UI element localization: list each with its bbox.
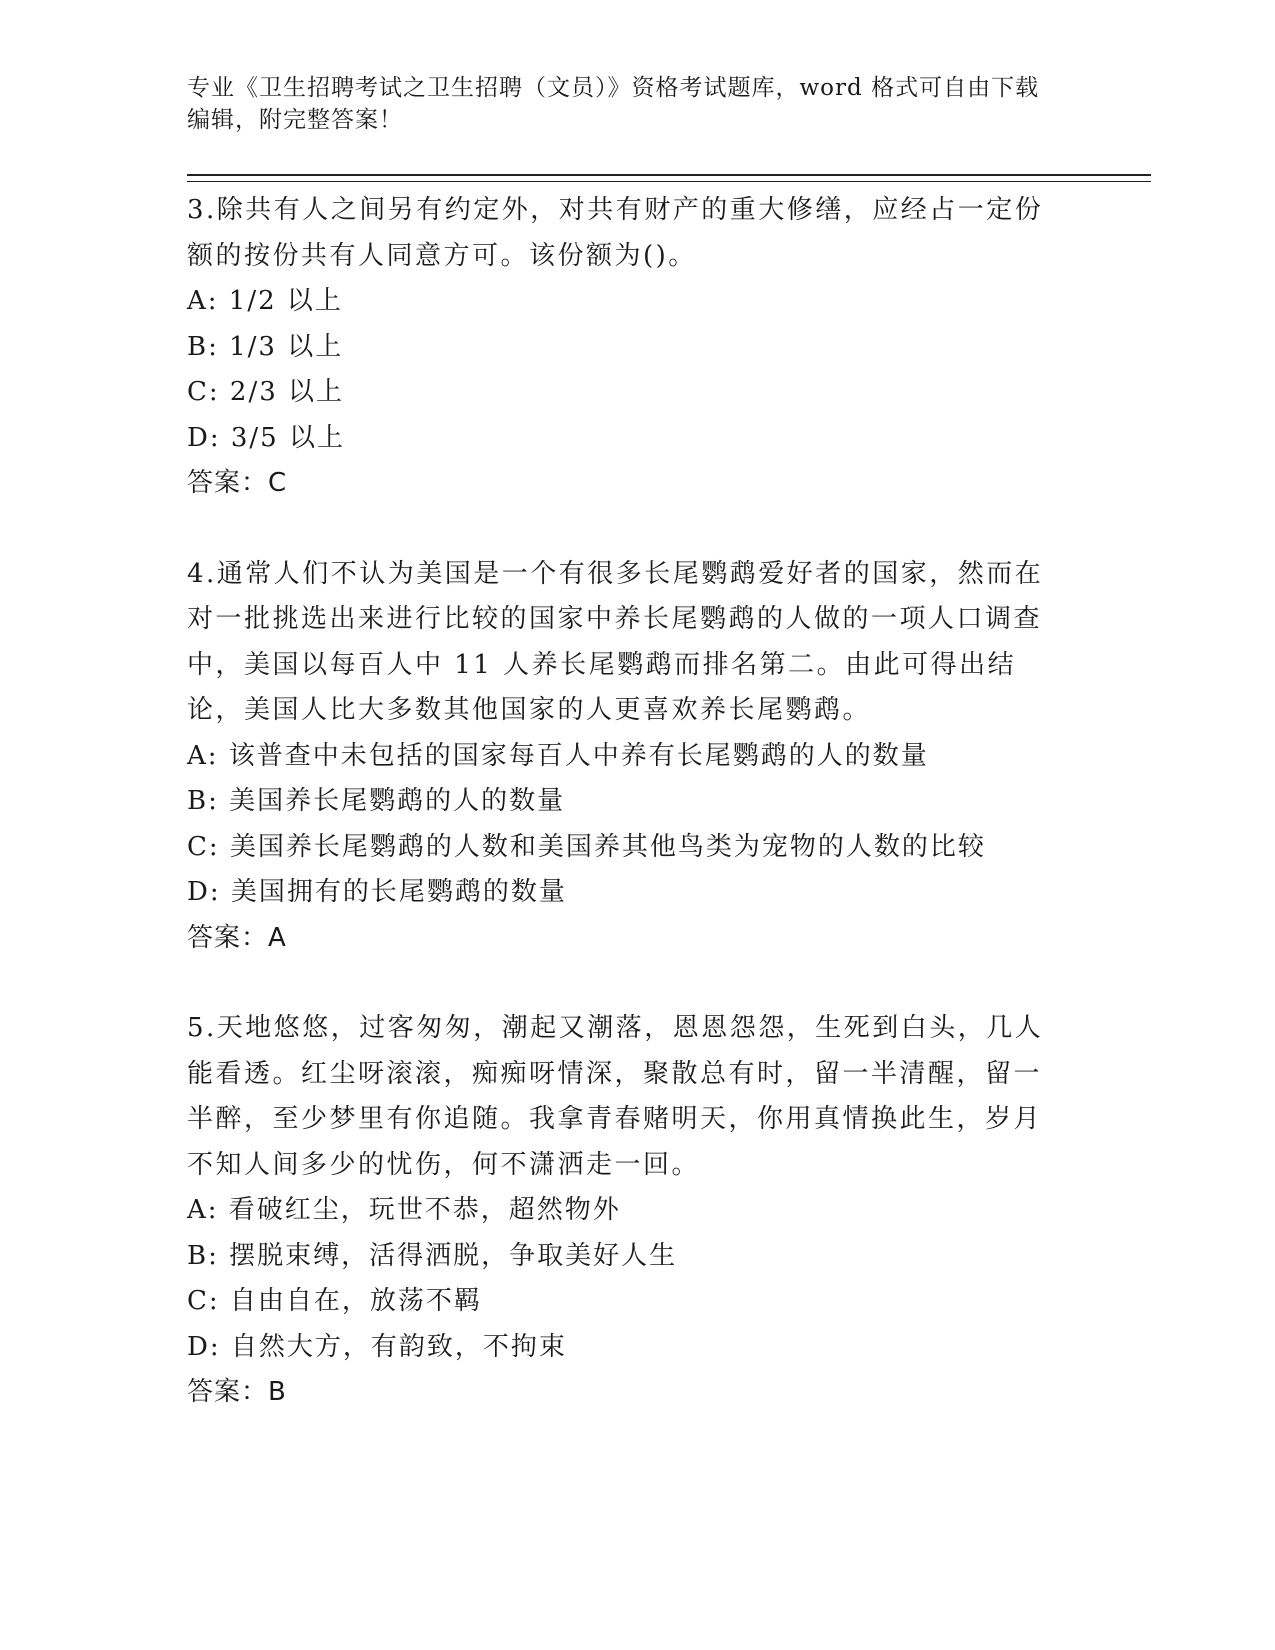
question-text: 5.天地悠悠，过客匆匆，潮起又潮落，恩恩怨怨，生死到白头，几人能看透。红尘呀滚滚，痴痴呀情深，聚散总有时，留一半清醒，留一半醉，至少梦里有你追随。我拿青春赌明天，你用真情换此生，岁月不知人间多少的忧伤，何不潇洒走一回。 bbox=[187, 1013, 1044, 1180]
question-4 bbox=[187, 552, 1067, 962]
answer-line: 答案：B bbox=[187, 1377, 287, 1407]
option-c: C: 2/3 以上 bbox=[187, 377, 345, 407]
option-d: D: 自然大方，有韵致，不拘束 bbox=[187, 1331, 567, 1362]
document-header bbox=[187, 72, 1087, 136]
header-line-1: 专业《卫生招聘考试之卫生招聘（文员）》资格考试题库，word 格式可自由下载 bbox=[187, 75, 1040, 101]
option-c: C: 自由自在，放荡不羁 bbox=[187, 1286, 482, 1316]
question-5 bbox=[187, 1006, 1067, 1416]
header-divider-thick bbox=[187, 174, 1151, 176]
option-b: B: 摆脱束缚，活得洒脱，争取美好人生 bbox=[187, 1240, 678, 1271]
option-d: D: 美国拥有的长尾鹦鹉的数量 bbox=[187, 877, 567, 907]
option-a: A: 该普查中未包括的国家每百人中养有长尾鹦鹉的人的数量 bbox=[187, 740, 929, 771]
question-list bbox=[187, 188, 1067, 1461]
question-text: 4.通常人们不认为美国是一个有很多长尾鹦鹉爱好者的国家，然而在对一批挑选出来进行比较的国家中养长尾鹦鹉的人做的一项人口调查中，美国以每百人中 11 人养长尾鹦鹉而排名第二。由此可得出结论，美国人比大多数其他国家的人更喜欢养长尾鹦鹉。 bbox=[187, 558, 1044, 725]
option-b: B: 1/3 以上 bbox=[187, 331, 344, 362]
option-b: B: 美国养长尾鹦鹉的人的数量 bbox=[187, 786, 566, 816]
header-divider-thin bbox=[187, 181, 1151, 182]
header-line-2: 编辑，附完整答案！ bbox=[187, 107, 403, 133]
option-a: A: 1/2 以上 bbox=[187, 286, 343, 316]
option-c: C: 美国养长尾鹦鹉的人数和美国养其他鸟类为宠物的人数的比较 bbox=[187, 831, 986, 862]
answer-line: 答案：A bbox=[187, 922, 287, 953]
question-text: 3.除共有人之间另有约定外，对共有财产的重大修缮，应经占一定份额的按份共有人同意方可。该份额为()。 bbox=[187, 195, 1044, 271]
question-3 bbox=[187, 188, 1067, 507]
answer-line: 答案：C bbox=[187, 468, 288, 498]
option-a: A: 看破红尘，玩世不恭，超然物外 bbox=[187, 1195, 621, 1225]
option-d: D: 3/5 以上 bbox=[187, 422, 345, 453]
